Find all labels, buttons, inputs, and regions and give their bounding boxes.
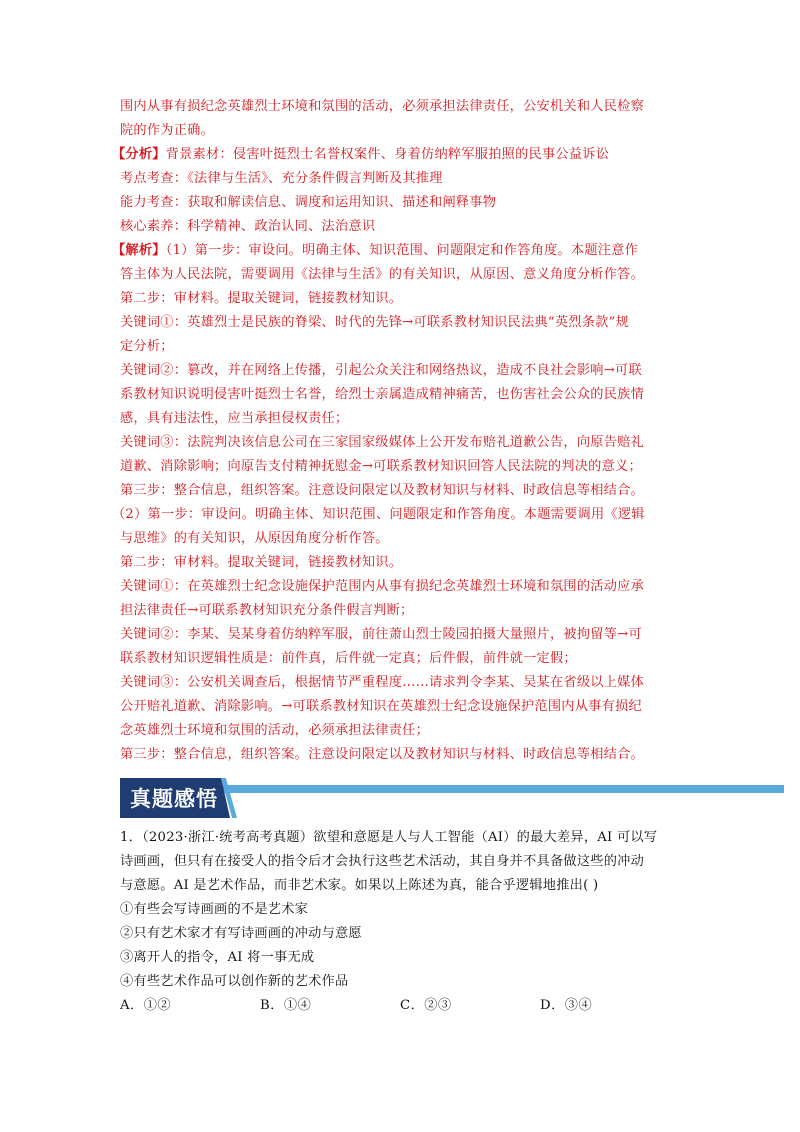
option-c[interactable]: C．②③: [400, 998, 452, 1013]
explanation-line: 系教材知识说明侵害叶挺烈士名誉，给烈士亲属造成精神痛苦，也伤害社会公众的民族情: [120, 387, 645, 402]
explanation-line: 核心素养：科学精神、政治认同、法治意识: [120, 219, 376, 234]
statement-item: ②只有艺术家才有写诗画画的冲动与意愿: [120, 926, 362, 941]
analysis-tag: 【分析】: [112, 147, 166, 162]
explanation-line: 关键词②：李某、吴某身着仿纳粹军服，前往萧山烈士陵园拍摄大量照片，被拘留等→可: [120, 627, 642, 642]
section-banner: [120, 778, 784, 820]
explanation-line: 围内从事有损纪念英雄烈士环境和氛围的活动，必须承担法律责任，公安机关和人民检察: [120, 99, 645, 114]
statement-item: ①有些会写诗画画的不是艺术家: [120, 902, 309, 917]
explanation-line: 考点考查：《法律与生活》、充分条件假言判断及其推理: [120, 171, 443, 186]
analysis-text: 背景素材：侵害叶挺烈士名誉权案件、身着仿纳粹军服拍照的民事公益诉讼: [165, 147, 610, 162]
explanation-line: 关键词②：篡改，并在网络上传播，引起公众关注和网络热议，造成不良社会影响→可联: [120, 363, 642, 378]
question-stem-line: 1．（2023·浙江·统考高考真题）欲望和意愿是人与人工智能（AI）的最大差异，AI 可以写: [120, 830, 658, 845]
explanation-line: （2）第一步：审设问。明确主体、知识范围、问题限定和作答角度。本题需要调用《逻辑: [112, 507, 645, 522]
explanation-line: 院的作为正确。: [120, 123, 215, 138]
explanation-line: 答主体为人民法院，需要调用《法律与生活》的有关知识，从原因、意义角度分析作答。: [120, 267, 645, 282]
explanation-line: 能力考查：获取和解读信息、调度和运用知识、描述和阐释事物: [120, 195, 497, 210]
option-a[interactable]: A．①②: [120, 998, 172, 1013]
explanation-line: 道歉、消除影响；向原告支付精神抚慰金→可联系教材知识回答人民法院的判决的意义；: [120, 459, 642, 474]
explanation-line: 联系教材知识逻辑性质是：前件真，后件就一定真；后件假，前件就一定假；: [120, 651, 577, 666]
explanation-line: 公开赔礼道歉、消除影响。→可联系教材知识在英雄烈士纪念设施保护范围内从事有损纪: [120, 699, 642, 714]
resolution-line: [112, 239, 680, 263]
section-title: 真题感悟: [130, 787, 218, 811]
answer-options: [120, 994, 690, 1018]
explanation-line: 关键词①：英雄烈士是民族的脊梁、时代的先锋→可联系教材知识民法典“英烈条款”规: [120, 315, 630, 330]
statement-item: ④有些艺术作品可以创作新的艺术作品: [120, 974, 349, 989]
explanation-line: 定分析；: [120, 339, 174, 354]
explanation-line: 第二步：审材料。提取关键词，链接教材知识。: [120, 291, 403, 306]
resolution-text: （1）第一步：审设问。明确主体、知识范围、问题限定和作答角度。本题注意作: [165, 243, 639, 258]
question-stem-line: 诗画画，但只有在接受人的指令后才会执行这些艺术活动，其自身并不具备做这些的冲动: [120, 854, 645, 869]
explanation-line: 与思维》的有关知识，从原因角度分析作答。: [120, 531, 389, 546]
explanation-line: 第三步：整合信息，组织答案。注意设问限定以及教材知识与材料、时政信息等相结合。: [120, 483, 645, 498]
explanation-line: 关键词③：公安机关调查后，根据情节严重程度……请求判令李某、吴某在省级以上媒体: [120, 675, 645, 690]
banner-stripe: [220, 785, 784, 793]
statement-item: ③离开人的指令，AI 将一事无成: [120, 950, 315, 965]
explanation-line: 关键词③：法院判决该信息公司在三家国家级媒体上公开发布赔礼道歉公告，向原告赔礼: [120, 435, 645, 450]
explanation-line: 念英雄烈士环境和氛围的活动，必须承担法律责任；: [120, 723, 430, 738]
question-stem-line: 与意愿。AI 是艺术作品，而非艺术家。如果以上陈述为真，能合乎逻辑地推出( ): [120, 878, 599, 893]
explanation-line: 感，具有违法性，应当承担侵权责任；: [120, 411, 349, 426]
explanation-line: 第三步：整合信息，组织答案。注意设问限定以及教材知识与材料、时政信息等相结合。: [120, 747, 645, 762]
option-b[interactable]: B．①④: [260, 998, 312, 1013]
explanation-line: 关键词①：在英雄烈士纪念设施保护范围内从事有损纪念英雄烈士环境和氛围的活动应承: [120, 579, 645, 594]
option-d[interactable]: D．③④: [540, 998, 593, 1013]
question-block: [120, 826, 690, 1018]
explanation-line: 第二步：审材料。提取关键词，链接教材知识。: [120, 555, 403, 570]
resolution-tag: 【解析】: [112, 243, 166, 258]
answer-explanation: [112, 95, 680, 767]
explanation-line: 担法律责任→可联系教材知识充分条件假言判断；: [120, 603, 414, 618]
analysis-line: [112, 143, 680, 167]
